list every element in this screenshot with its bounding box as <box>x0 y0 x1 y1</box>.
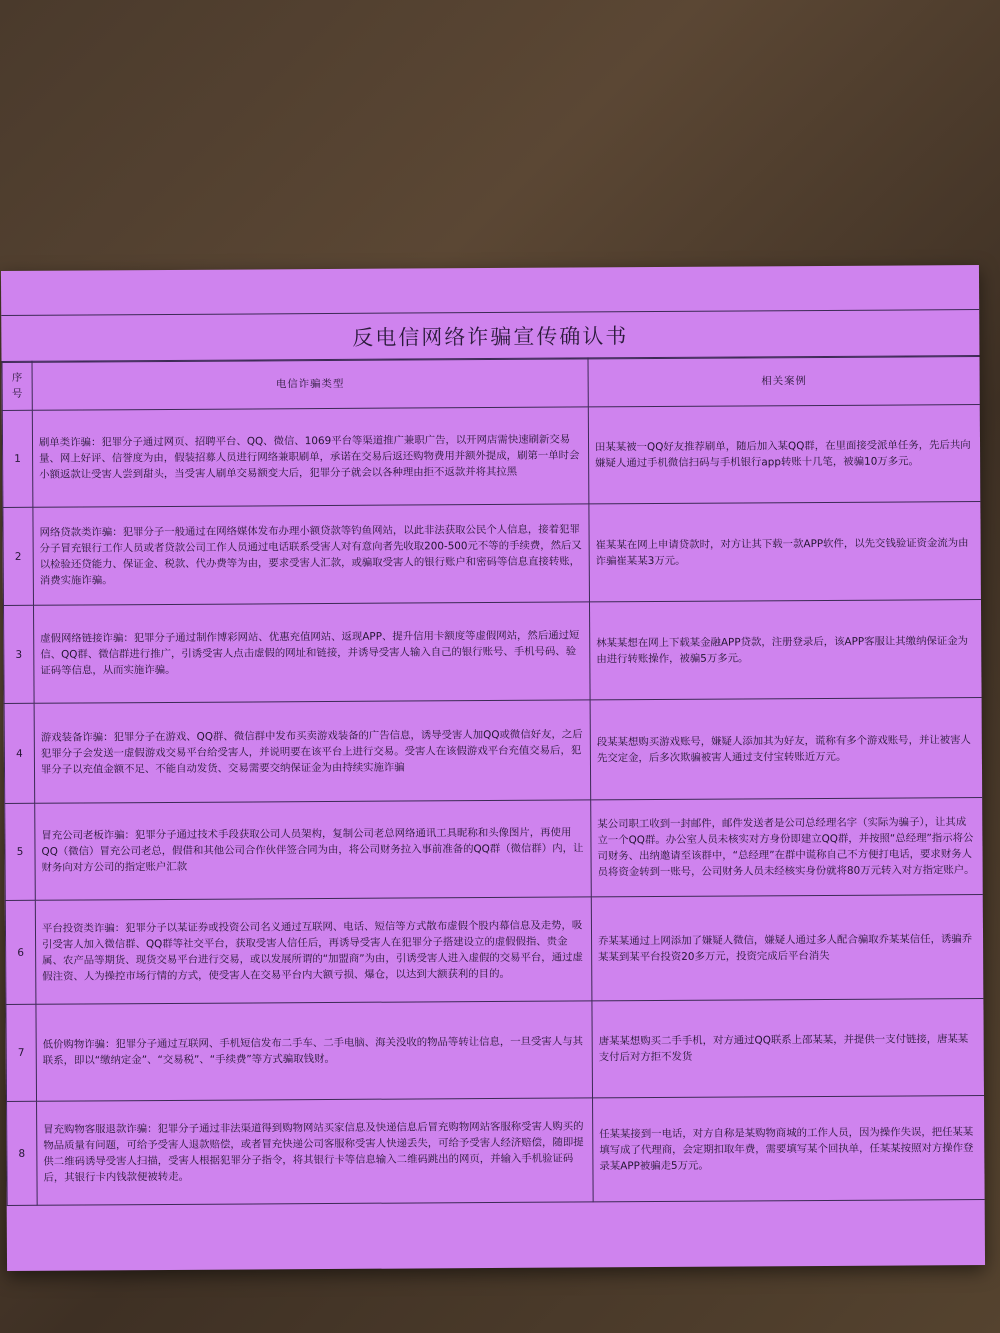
table-row <box>7 1096 986 1206</box>
case-cell: 某公司职工收到一封邮件，邮件发送者是公司总经理名字（实际为骗子），让其成立一个QQ群。办公室人员未核实对方身份即建立QQ群，并按照“总经理”指示将公司财务、出纳邀请至该群中，“总经理”在群中谎称自己不方便打电话，要求财务人员将资金转到一账号，公司财务人员未经核实身份就将80万元转入对方指定账户。 <box>591 798 984 897</box>
fraud-type-cell: 刷单类诈骗：犯罪分子通过网页、招聘平台、QQ、微信、1069平台等渠道推广兼职广告，以开网店需快速刷新交易量、网上好评、信誉度为由，假装招募人员进行网络兼职刷单，承诺在交易后返还购物费用并额外提成，刷第一单时会小额返款让受害人尝到甜头，当受害人刷单交易额变大后，犯罪分子就会以各种理由拒不返款并将其拉黑 <box>32 407 589 507</box>
header-case: 相关案例 <box>588 356 980 407</box>
table-row <box>4 698 983 804</box>
title-row <box>1 309 979 363</box>
table-row <box>5 895 984 1005</box>
fraud-type-cell: 冒充购物客服退款诈骗：犯罪分子通过非法渠道得到购物网站买家信息及快递信息后冒充购物网站客服称受害人购买的物品质量有问题，可给予受害人退款赔偿，或者冒充快递公司客服称受害人快递丢失，可给予受害人经济赔偿，随即提供二维码诱导受害人扫描，受害人根据犯罪分子指令，将其银行卡等信息输入二维码跳出的网页，并输入手机验证码后，其银行卡内钱款便被转走。 <box>37 1098 594 1205</box>
page-title: 反电信网络诈骗宣传确认书 <box>352 324 629 350</box>
row-number: 5 <box>5 803 36 900</box>
fraud-type-cell: 冒充公司老板诈骗：犯罪分子通过技术手段获取公司人员架构，复制公司老总网络通讯工具昵称和头像图片，再使用QQ（微信）冒充公司老总，假借和其他公司合作伙伴签合同为由，将公司财务拉入事前准备的QQ群（微信群）内，让财务向对方公司的指定账户汇款 <box>35 800 592 900</box>
row-number: 1 <box>2 410 33 507</box>
table-row <box>2 405 981 508</box>
case-cell: 田某某被一QQ好友推荐刷单，随后加入某QQ群，在里面接受派单任务，先后共向嫌疑人通过手机微信扫码与手机银行app转账十几笔，被骗10万多元。 <box>588 405 981 504</box>
row-number: 2 <box>3 507 34 605</box>
header-row <box>2 356 980 411</box>
row-number: 4 <box>4 703 35 803</box>
row-number: 7 <box>6 1004 37 1101</box>
table-row <box>6 999 985 1102</box>
case-cell: 段某某想购买游戏账号，嫌疑人添加其为好友，谎称有多个游戏账号，并让被害人先交定金，后多次欺骗被害人通过支付宝转账近万元。 <box>590 698 983 800</box>
row-number: 6 <box>5 900 36 1004</box>
fraud-table <box>2 355 986 1206</box>
case-cell: 林某某想在网上下载某金融APP贷款，注册登录后，该APP客服让其缴纳保证金为由进行转账操作，被骗5万多元。 <box>589 600 982 700</box>
case-cell: 崔某某在网上申请贷款时，对方让其下载一款APP软件，以先交钱验证资金流为由诈骗崔某某3万元。 <box>589 502 982 602</box>
case-cell: 任某某接到一电话，对方自称是某购物商城的工作人员，因为操作失误，把任某某填写成了代理商，会定期扣取年费，需要填写某个回执单，任某某按照对方操作登录某APP被骗走5万元。 <box>593 1096 986 1202</box>
fraud-type-cell: 虚假网络链接诈骗：犯罪分子通过制作博彩网站、优惠充值网站、返现APP、提升信用卡额度等虚假网站，然后通过短信、QQ群、微信群进行推广，引诱受害人点击虚假的网址和链接，并诱导受害人输入自己的银行账号、手机号码、验证码等信息，从而实施诈骗。 <box>33 602 590 703</box>
table-row <box>3 502 982 606</box>
fraud-type-cell: 低价购物诈骗：犯罪分子通过互联网、手机短信发布二手车、二手电脑、海关没收的物品等转让信息，一旦受害人与其联系，即以“缴纳定金”、“交易税”、“手续费”等方式骗取钱财。 <box>36 1001 593 1101</box>
fraud-type-cell: 网络贷款类诈骗：犯罪分子一般通过在网络媒体发布办理小额贷款等钓鱼网站，以此非法获取公民个人信息，接着犯罪分子冒充银行工作人员或者贷款公司工作人员通过电话联系受害人对有意向者先收取200-500元不等的手续费，然后又以检验还贷能力、保证金、税款、代办费等为由，要求受害人汇款，或骗取受害人的银行账户和密码等信息直接转账，消费实施诈骗。 <box>33 504 590 605</box>
fraud-type-cell: 游戏装备诈骗：犯罪分子在游戏、QQ群、微信群中发布买卖游戏装备的广告信息，诱导受害人加QQ或微信好友，之后犯罪分子会发送一虚假游戏交易平台给受害人，并说明要在该平台上进行交易。受害人在该假游戏平台充值交易后，犯罪分子以充值金额不足、不能自动发货、交易需要交纳保证金为由持续实施诈骗 <box>34 700 591 803</box>
case-cell: 乔某某通过上网添加了嫌疑人微信，嫌疑人通过多人配合骗取乔某某信任，诱骗乔某某到某平台投资20多万元，投资完成后平台消失 <box>591 895 984 1001</box>
row-number: 3 <box>3 605 34 703</box>
row-number: 8 <box>7 1101 38 1205</box>
header-type: 电信诈骗类型 <box>32 358 588 410</box>
header-no: 序号 <box>2 361 32 410</box>
table-row <box>5 798 984 901</box>
table-row <box>3 600 982 704</box>
fraud-type-cell: 平台投资类诈骗：犯罪分子以某证券或投资公司名义通过互联网、电话、短信等方式散布虚假个股内幕信息及走势，吸引受害人加入微信群、QQ群等社交平台，获取受害人信任后，再诱导受害人在犯罪分子搭建设立的虚假假指、贵金属、农产品等期货、现货交易平台进行交易，或以发展所谓的“加盟商”为由，引诱受害人进入虚假的交易平台，通过虚假注资、人为操控市场行情的方式，使受害人在交易平台内大额亏损、爆仓，以达到大额获利的目的。 <box>35 897 592 1004</box>
case-cell: 唐某某想购买二手手机，对方通过QQ联系上邵某某，并提供一支付链接，唐某某支付后对方拒不发货 <box>592 999 985 1098</box>
confirmation-sheet <box>1 265 985 1271</box>
